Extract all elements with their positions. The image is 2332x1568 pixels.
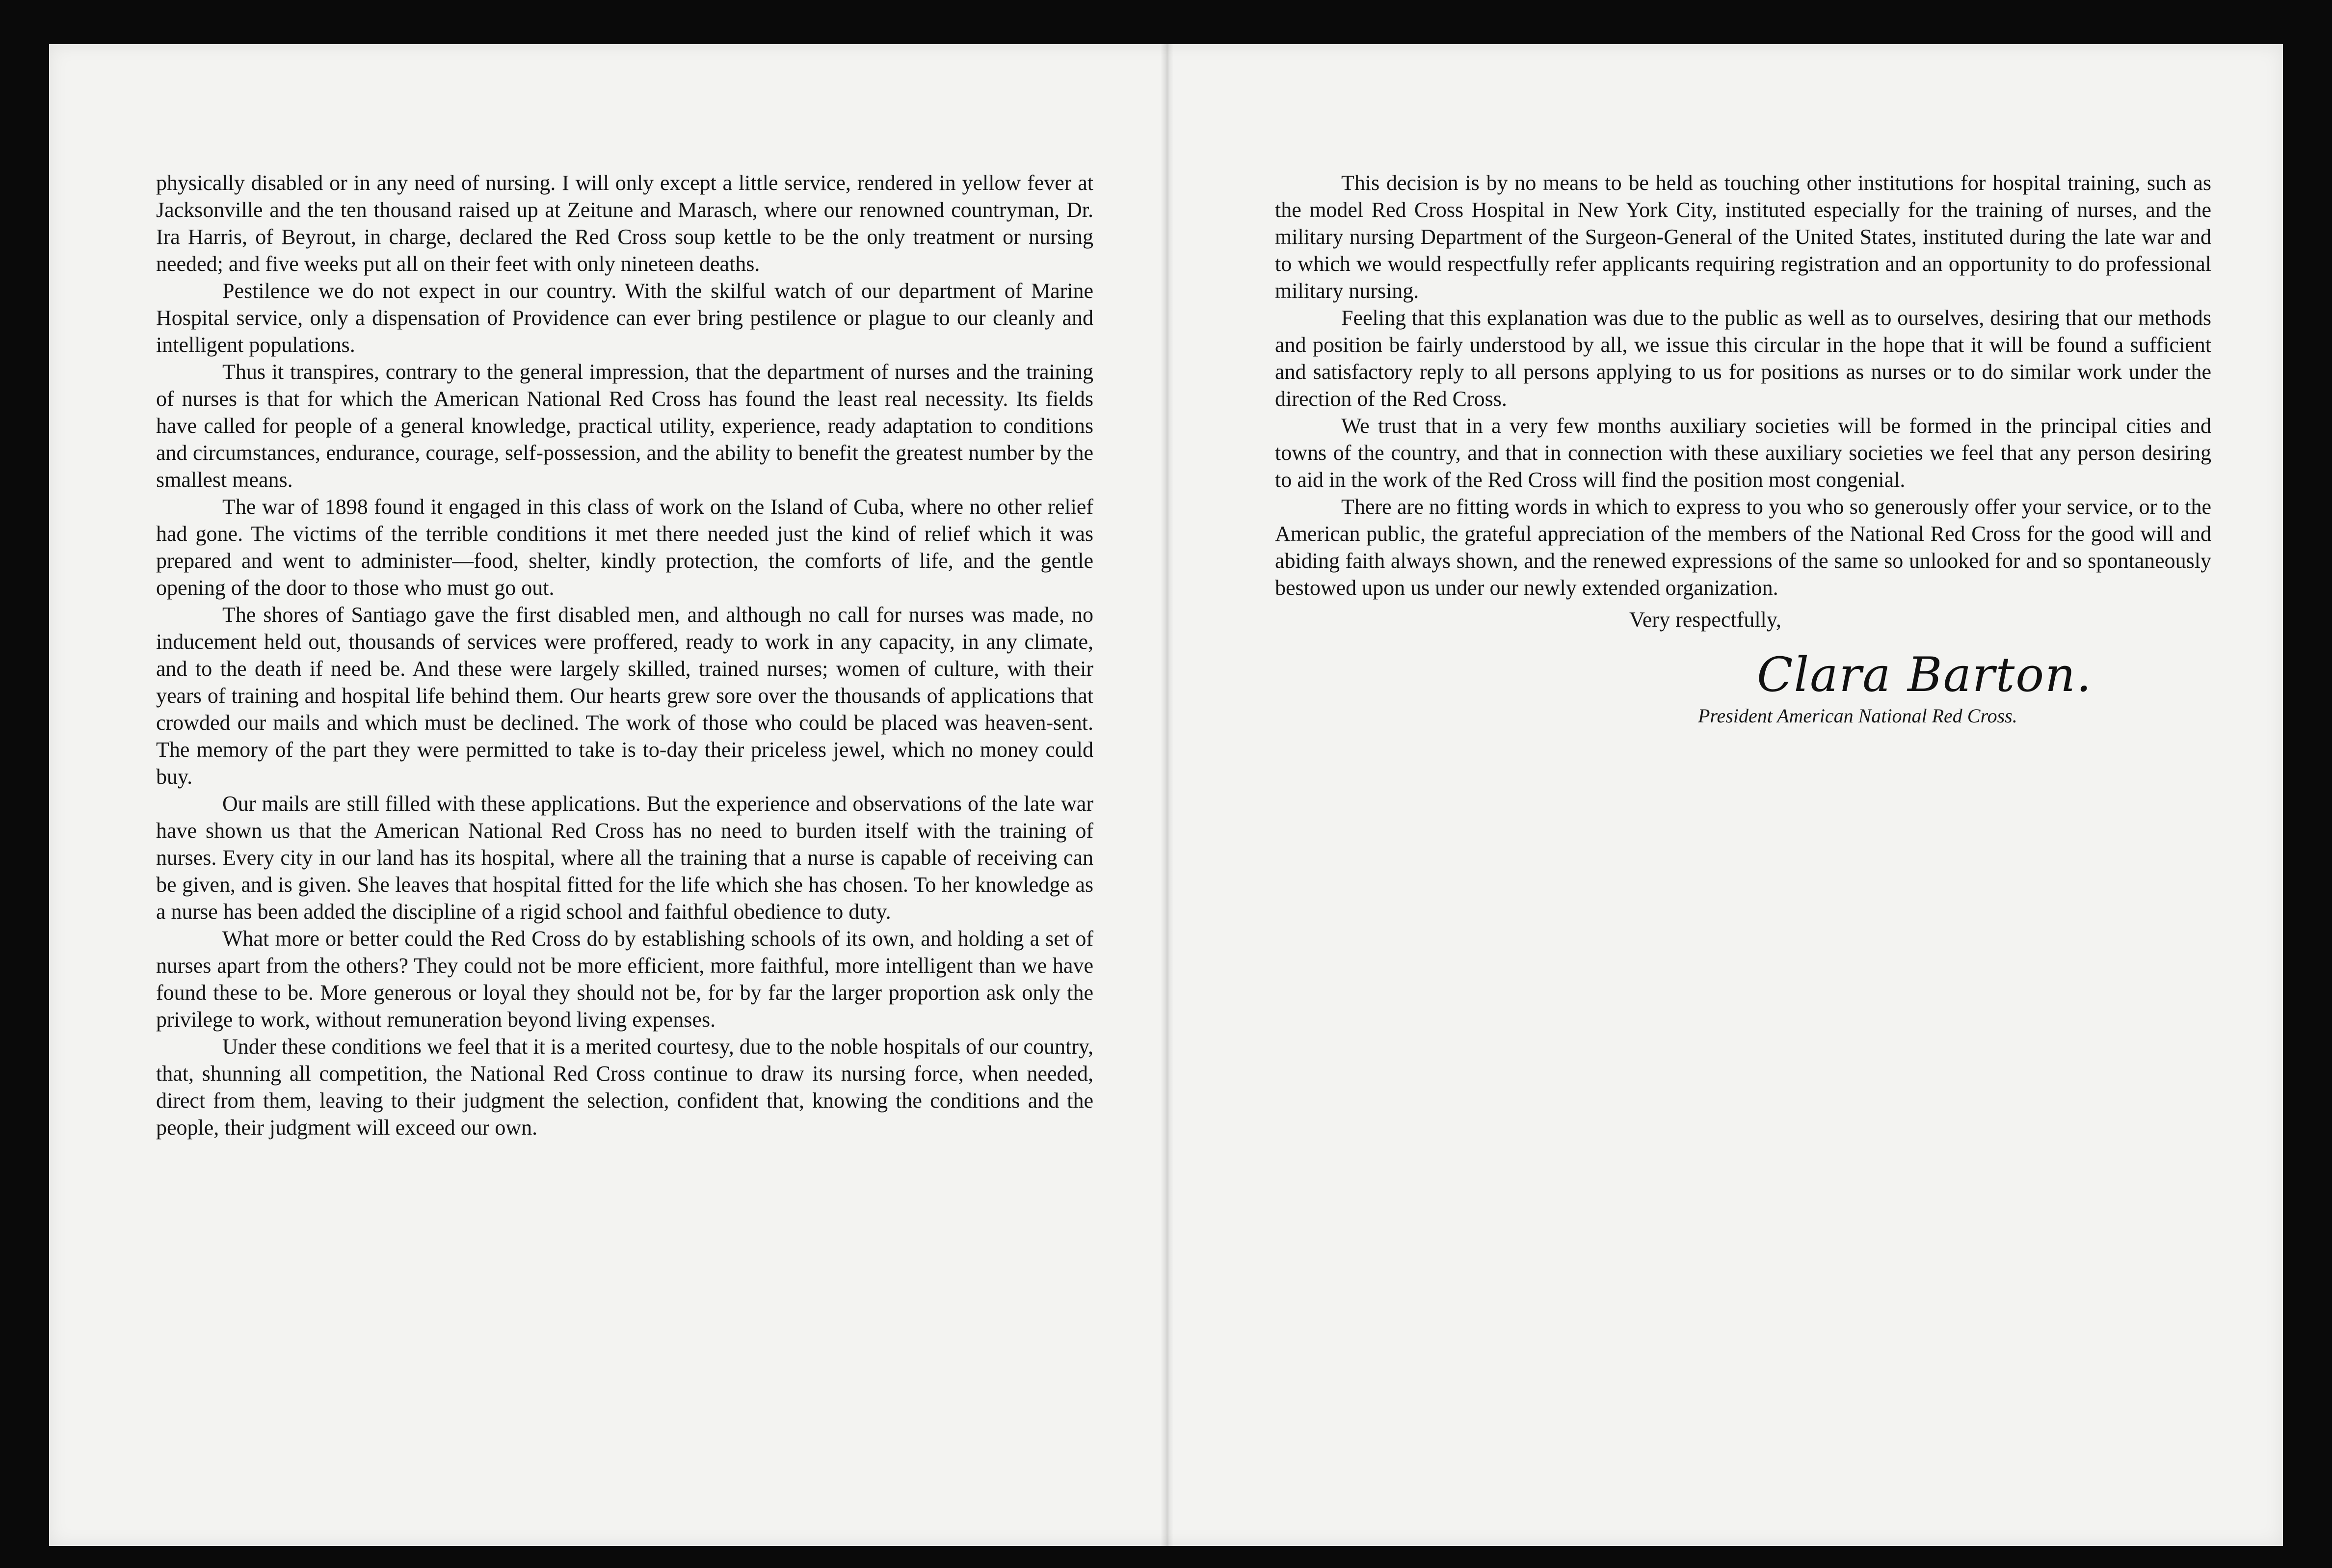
signature-title: President American National Red Cross.	[1698, 705, 2017, 727]
right-page	[1275, 169, 2211, 728]
left-paragraph-8: Under these conditions we feel that it is a merited courtesy, due to the noble hospitals of our country, that, shunning all competition, the National Red Cross continue to draw its nursing force, when needed, direct from them, leaving to their judgment the selection, confident that, knowing the conditions and the people, their judgment will exceed our own.	[156, 1035, 1093, 1140]
left-paragraph-2: Pestilence we do not expect in our country. With the skilful watch of our department of Marine Hospital service, only a dispensation of Providence can ever bring pestilence or plague to our cleanly and intelligent populations.	[156, 279, 1093, 357]
document-sheet	[49, 44, 2283, 1546]
left-paragraph-4: The war of 1898 found it engaged in this class of work on the Island of Cuba, where no other relief had gone. The victims of the terrible conditions it met there needed just the kind of relief which it was prepared and went to administer—food, shelter, kindly protection, the comforts of life, and the gentle opening of the door to those who must go out.	[156, 495, 1093, 600]
left-page	[156, 169, 1093, 1141]
left-paragraph-7: What more or better could the Red Cross do by establishing schools of its own, and holding a set of nurses apart from the others? They could not be more efficient, more faithful, more intelligent than we have found these to be. More generous or loyal they should not be, for by far the larger proportion ask only the privilege to work, without remuneration beyond living expenses.	[156, 927, 1093, 1032]
left-paragraph-6: Our mails are still filled with these applications. But the experience and observations of the late war have shown us that the American National Red Cross has no need to burden itself with the training of nurses. Every city in our land has its hospital, where all the training that a nurse is capable of receiving can be given, and is given. She leaves that hospital fitted for the life which she has chosen. To her knowledge as a nurse has been added the discipline of a rigid school and faithful obedience to duty.	[156, 792, 1093, 924]
right-paragraph-1: This decision is by no means to be held as touching other institutions for hospital training, such as the model Red Cross Hospital in New York City, instituted especially for the training of nurses, and the military nursing Department of the Surgeon-General of the United States, instituted during the late war and to which we would respectfully refer applicants requiring registration and an opportunity to do professional military nursing.	[1275, 171, 2211, 303]
left-paragraph-5: The shores of Santiago gave the first disabled men, and although no call for nurses was made, no inducement held out, thousands of services were proffered, ready to work in any capacity, in any climate, and to the death if need be. And these were largely skilled, trained nurses; women of culture, with their years of training and hospital life behind them. Our hearts grew sore over the thousands of applications that crowded our mails and which must be declined. The work of those who could be placed was heaven-sent. The memory of the part they were permitted to take is to-day their priceless jewel, which no money could buy.	[156, 603, 1093, 789]
left-paragraph-3: Thus it transpires, contrary to the general impression, that the department of nurses and the training of nurses is that for which the American National Red Cross has found the least real necessity. Its fields have called for people of a general knowledge, practical utility, experience, ready adaptation to conditions and circumstances, endurance, courage, self-possession, and the ability to benefit the greatest number by the smallest means.	[156, 360, 1093, 492]
left-paragraph-1: physically disabled or in any need of nursing. I will only except a little service, rendered in yellow fever at Jacksonville and the ten thousand raised up at Zeitune and Marasch, where our renowned countryman, Dr. Ira Harris, of Beyrout, in charge, declared the Red Cross soup kettle to be the only treatment or nursing needed; and five weeks put all on their feet with only nineteen deaths.	[156, 171, 1093, 276]
right-paragraph-2: Feeling that this explanation was due to the public as well as to ourselves, desiring that our methods and position be fairly understood by all, we issue this circular in the hope that it will be found a sufficient and satisfactory reply to all persons applying to us for positions as nurses or to do similar work under the direction of the Red Cross.	[1275, 306, 2211, 411]
right-paragraph-3: We trust that in a very few months auxiliary societies will be formed in the principal cities and towns of the country, and that in connection with these auxiliary societies we feel that any person desiring to aid in the work of the Red Cross will find the position most congenial.	[1275, 414, 2211, 492]
right-paragraph-4: There are no fitting words in which to express to you who so generously offer your service, or to the American public, the grateful appreciation of the members of the National Red Cross for the good will and abiding faith always shown, and the renewed expressions of the same so unlooked for and so spontaneously bestowed upon us under our newly extended organization.	[1275, 495, 2211, 600]
closing-salutation: Very respectfully,	[1629, 608, 1781, 632]
signature: Clara Barton.	[1757, 647, 2093, 702]
page-fold	[1161, 44, 1173, 1546]
